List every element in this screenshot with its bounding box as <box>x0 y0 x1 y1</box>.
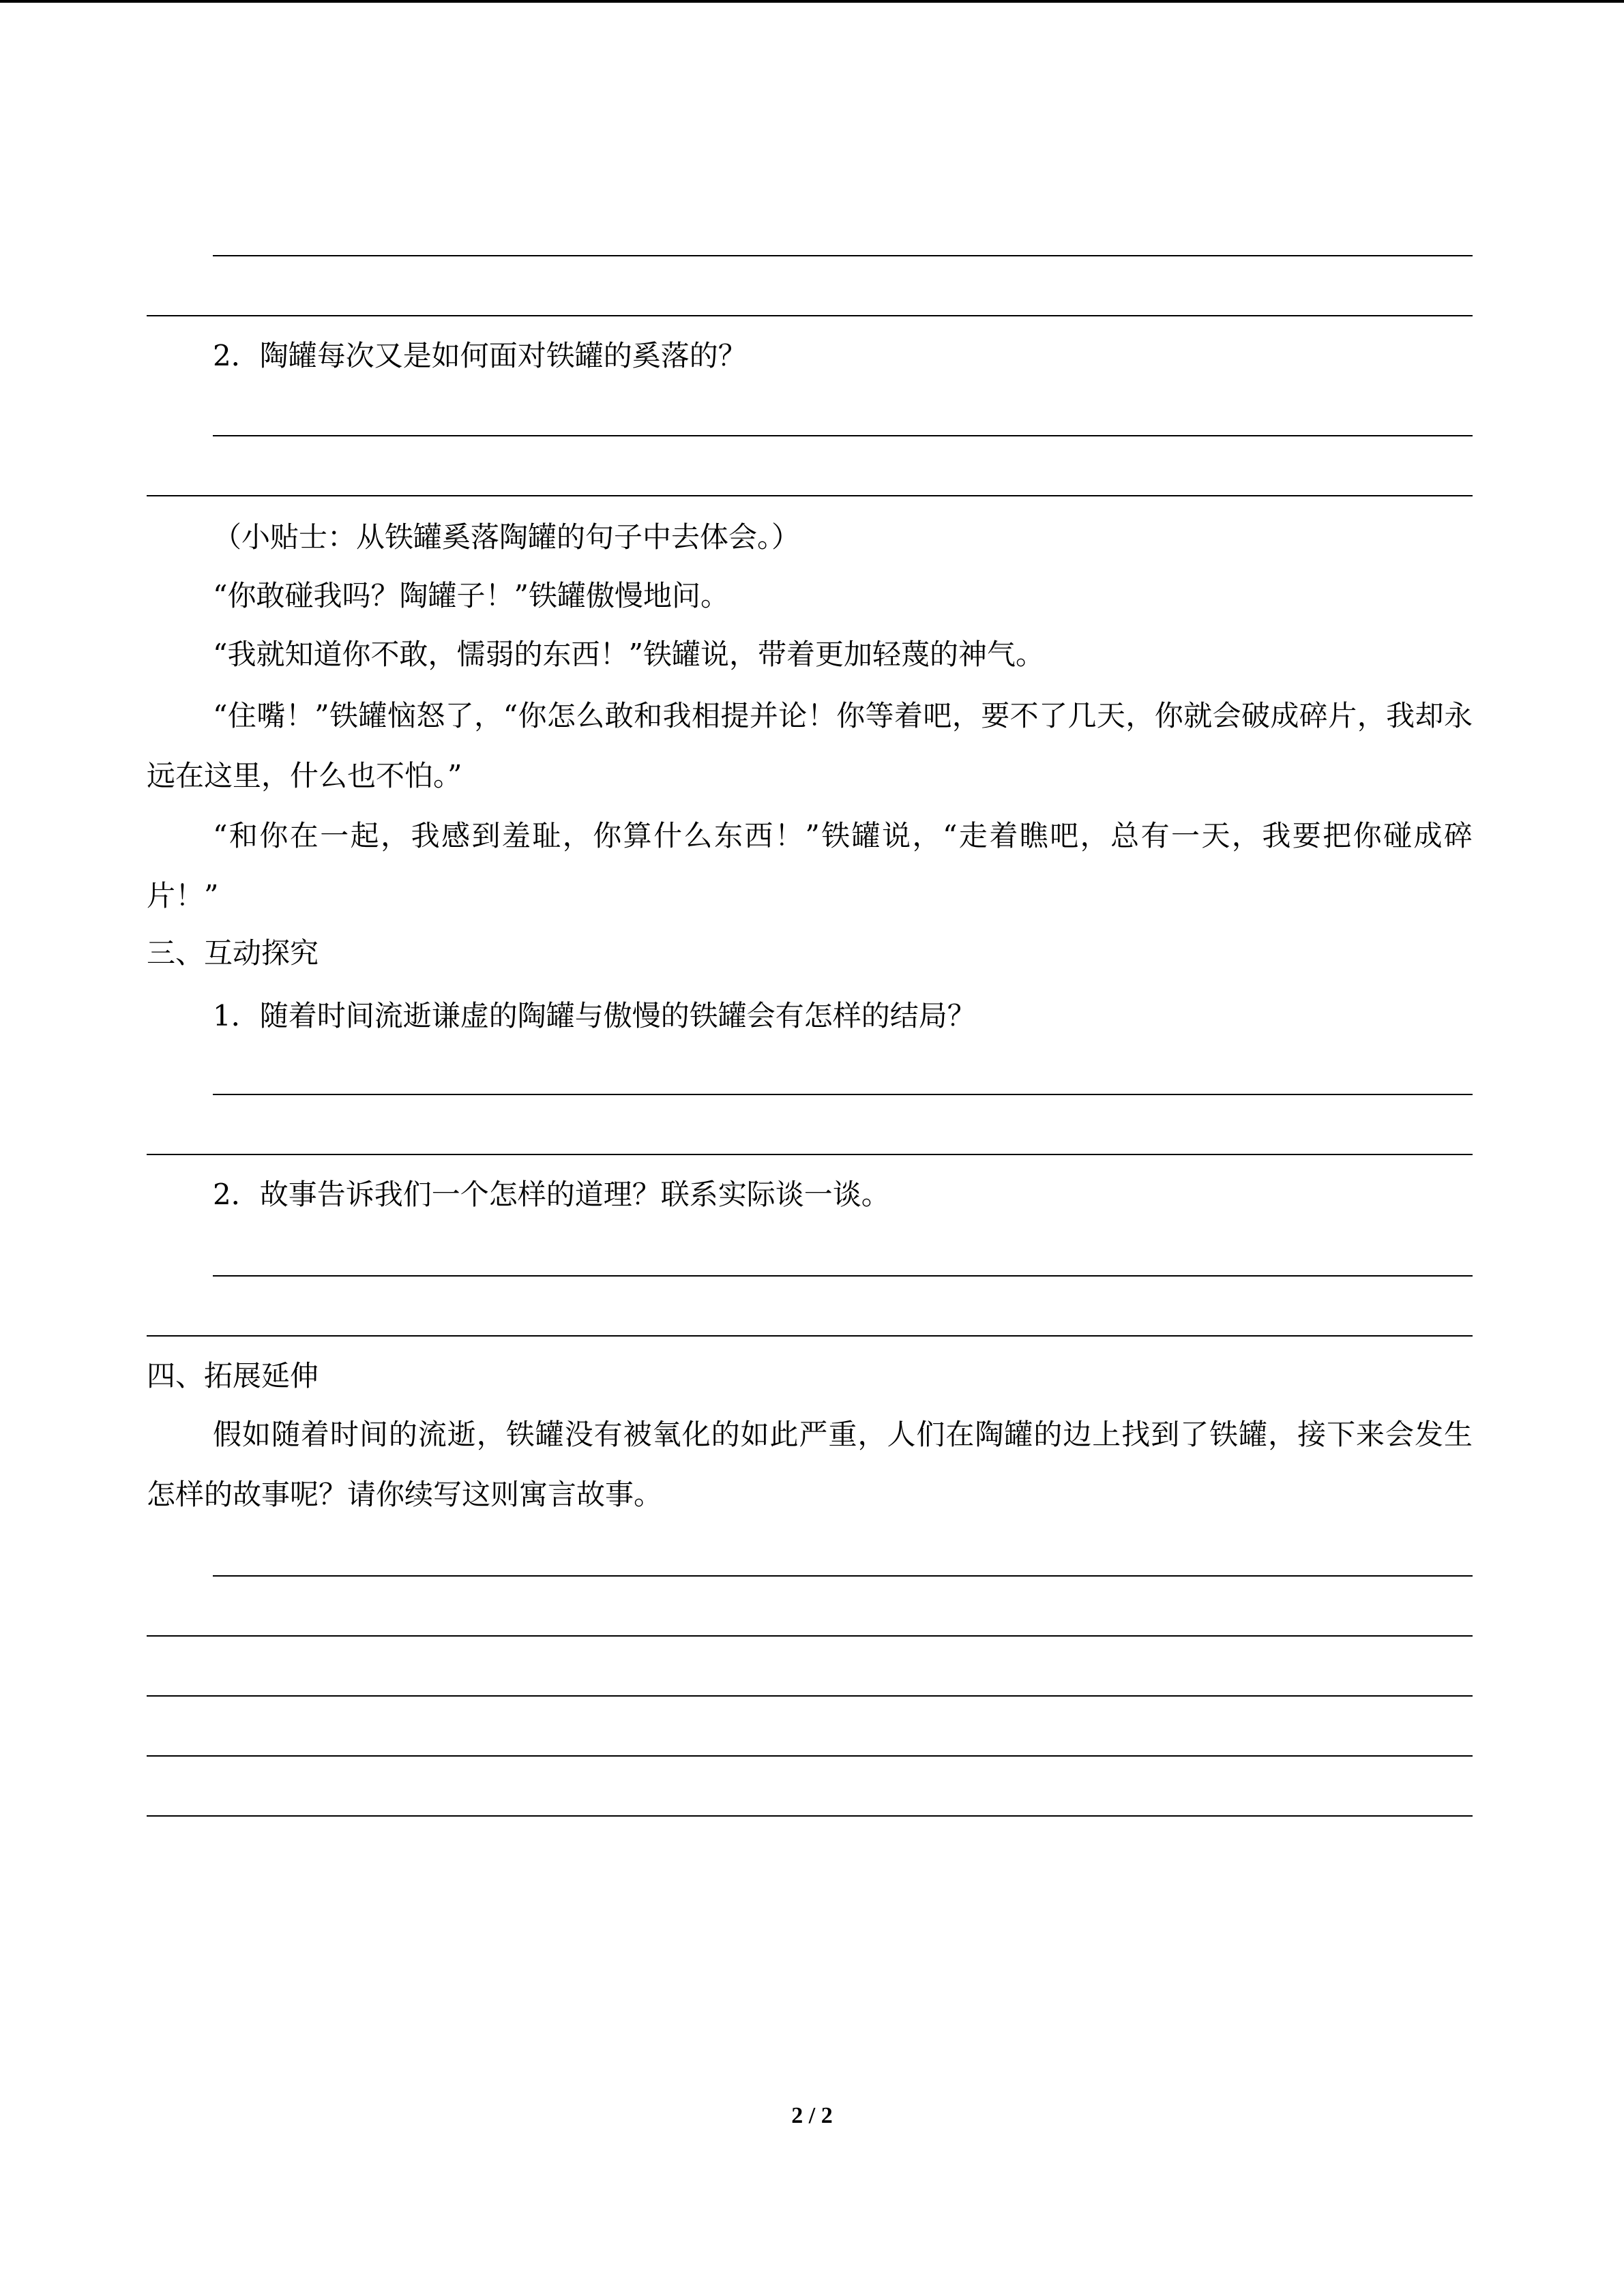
section-3-question-1: 1．随着时间流逝谦虚的陶罐与傲慢的铁罐会有怎样的结局？ <box>213 999 976 1032</box>
writing-line[interactable] <box>147 1755 1473 1757</box>
page-number: 2 / 2 <box>791 2103 833 2128</box>
answer-line[interactable] <box>147 1335 1473 1337</box>
section-4-prompt: 假如随着时间的流逝，铁罐没有被氧化的如此严重，人们在陶罐的边上找到了铁罐，接下来会发生怎样的故事呢？请你续写这则寓言故事。 <box>147 1418 1473 1511</box>
answer-line[interactable] <box>213 1094 1473 1095</box>
answer-line[interactable] <box>147 1154 1473 1155</box>
quote-2: “我就知道你不敢，懦弱的东西！”铁罐说，带着更加轻蔑的神气。 <box>213 638 1044 671</box>
writing-line[interactable] <box>147 1695 1473 1697</box>
question-2-text: 2．陶罐每次又是如何面对铁罐的奚落的？ <box>213 339 747 372</box>
section-3-question-2: 2．故事告诉我们一个怎样的道理？联系实际谈一谈。 <box>213 1178 890 1211</box>
quote-1: “你敢碰我吗？陶罐子！”铁罐傲慢地问。 <box>213 579 729 612</box>
answer-line[interactable] <box>213 1275 1473 1277</box>
answer-line[interactable] <box>213 435 1473 436</box>
quote-4: “和你在一起，我感到羞耻，你算什么东西！”铁罐说，“走着瞧吧，总有一天，我要把你碰成碎片！” <box>147 819 1473 912</box>
writing-line[interactable] <box>147 1815 1473 1817</box>
answer-line[interactable] <box>147 495 1473 496</box>
answer-line[interactable] <box>147 315 1473 316</box>
section-4-heading: 四、拓展延伸 <box>147 1359 319 1392</box>
writing-line[interactable] <box>213 1575 1473 1577</box>
tip-text: （小贴士：从铁罐奚落陶罐的句子中去体会。） <box>213 520 801 554</box>
writing-line[interactable] <box>147 1635 1473 1637</box>
section-3-heading: 三、互动探究 <box>147 936 319 970</box>
page-top-border <box>0 0 1624 3</box>
answer-line[interactable] <box>213 255 1473 256</box>
quote-3: “住嘴！”铁罐恼怒了，“你怎么敢和我相提并论！你等着吧，要不了几天，你就会破成碎片，我却永远在这里，什么也不怕。” <box>147 699 1473 792</box>
